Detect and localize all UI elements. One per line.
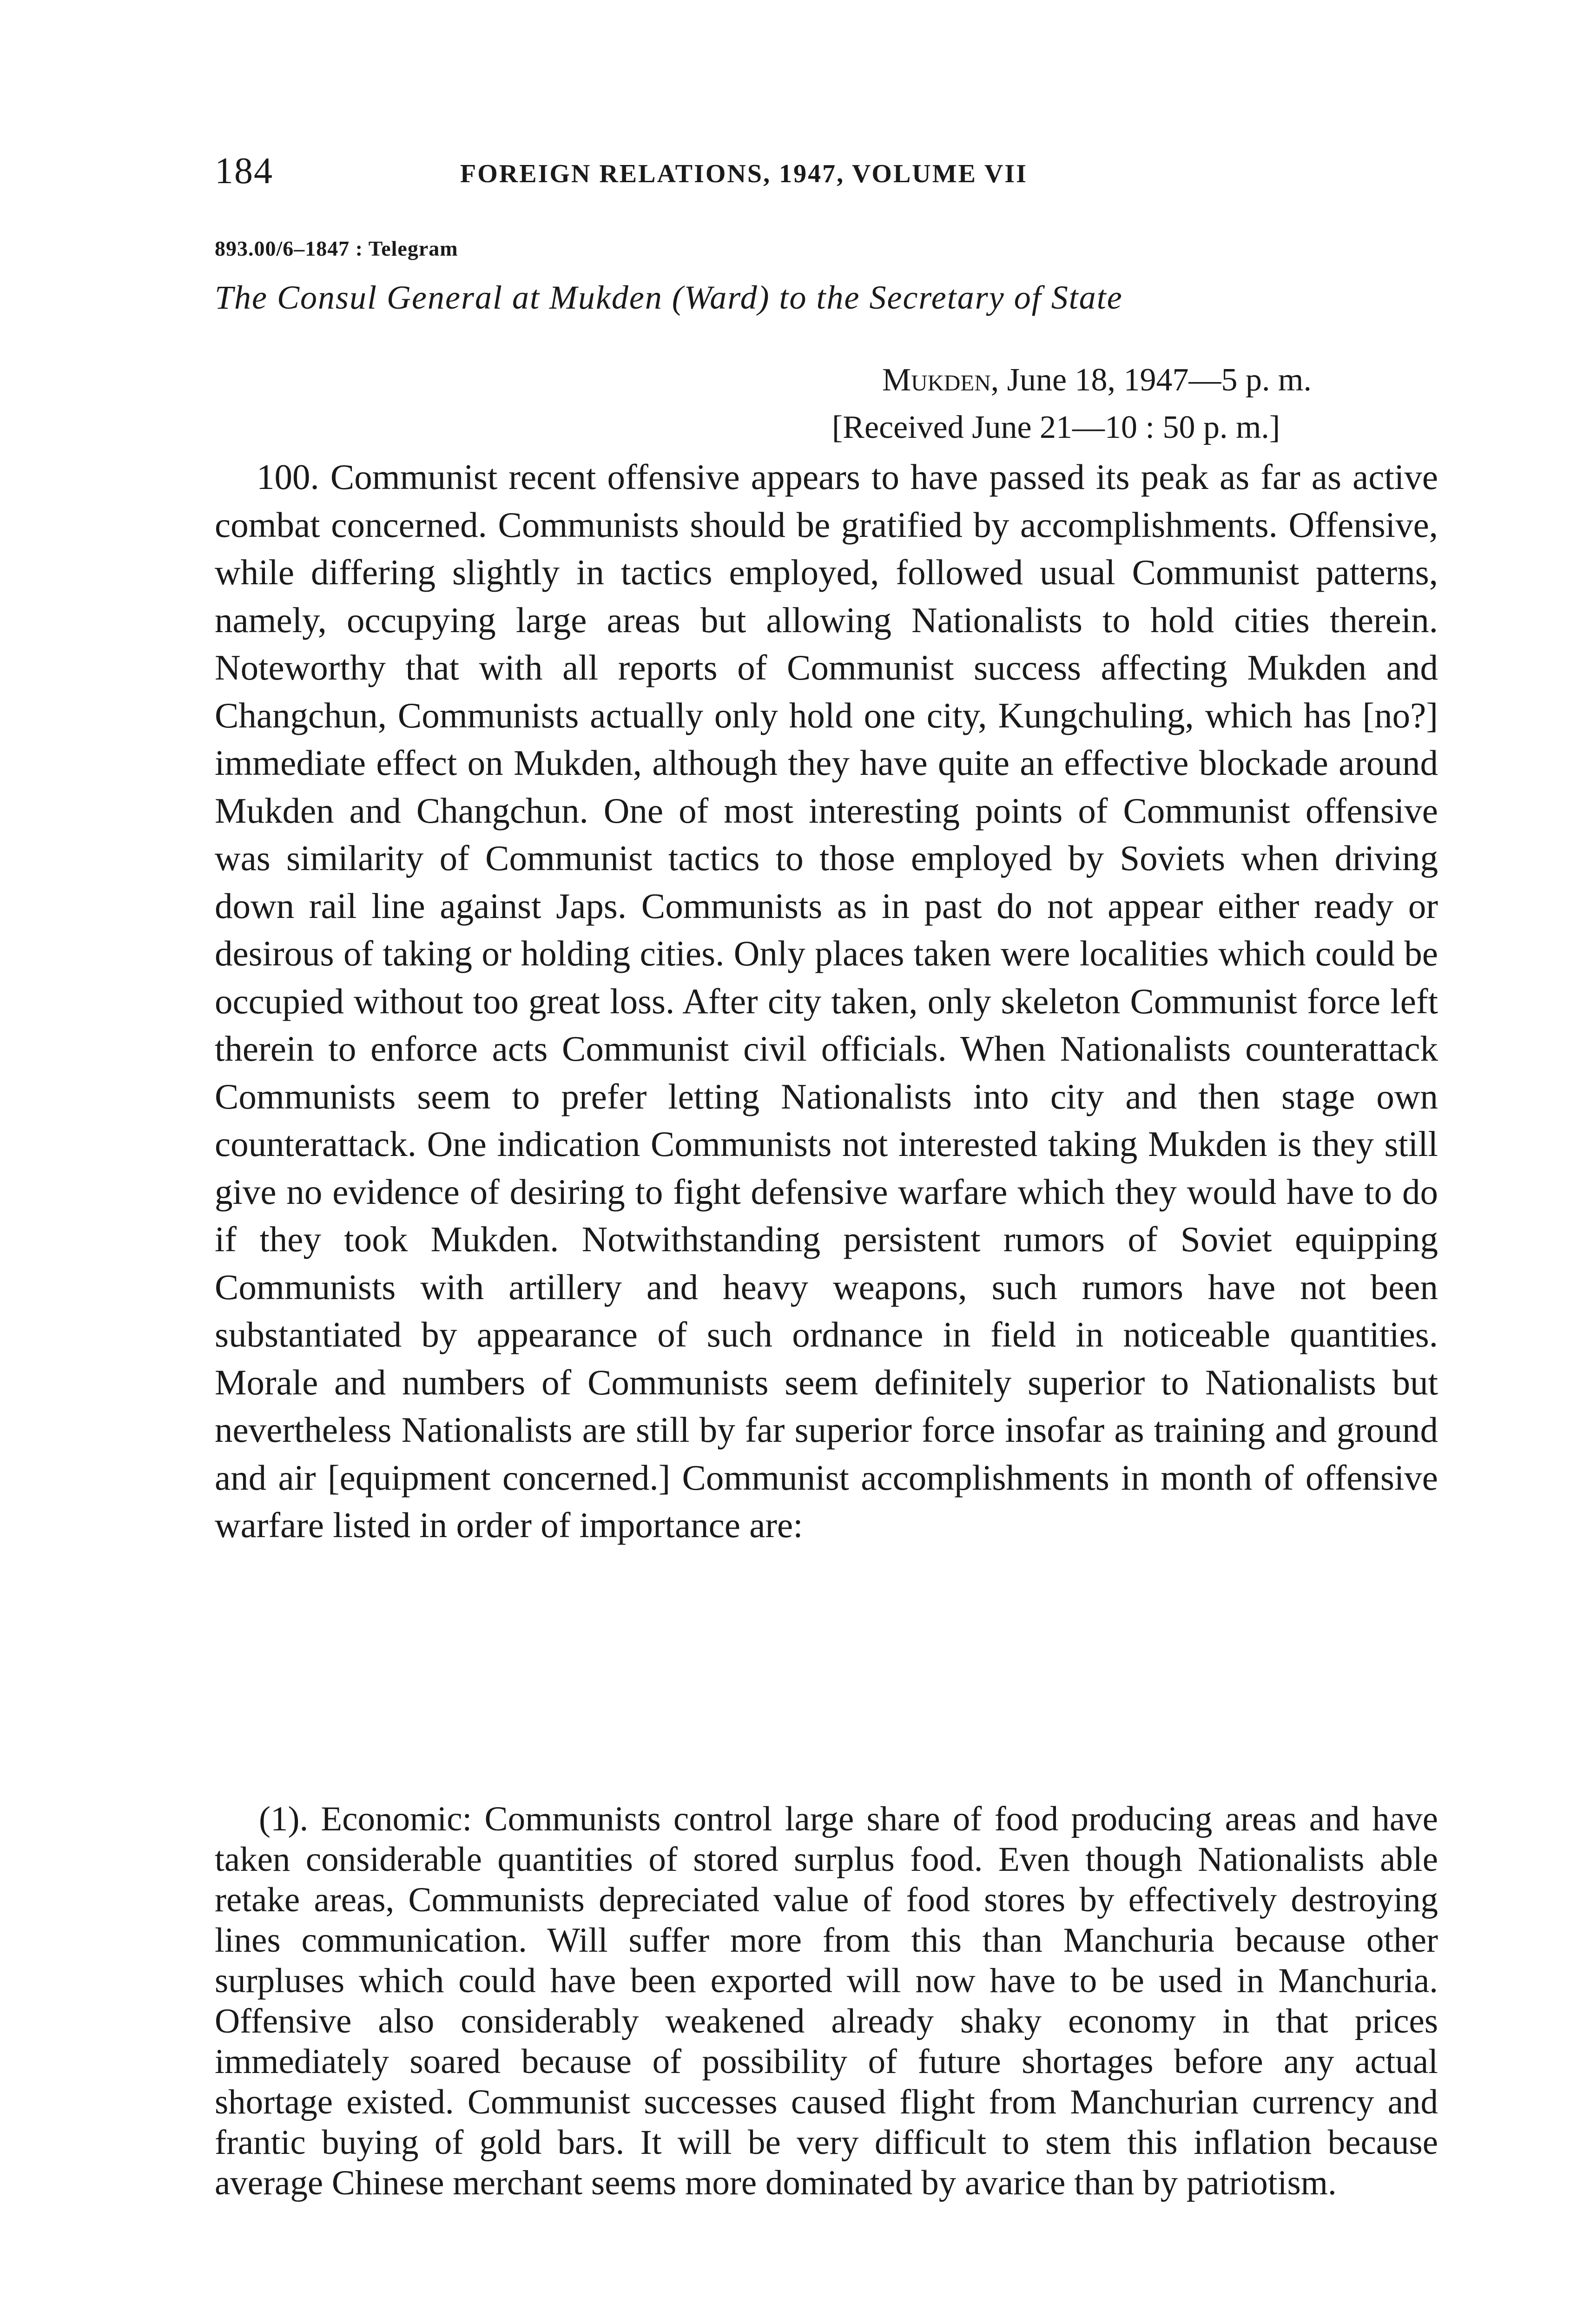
document-title: The Consul General at Mukden (Ward) to the Secretary of State bbox=[215, 279, 1123, 316]
dateline-place: Mukden bbox=[882, 362, 991, 398]
dateline-date: , June 18, 1947—5 p. m. bbox=[990, 362, 1312, 398]
document-reference: 893.00/6–1847 : Telegram bbox=[215, 237, 458, 260]
dateline bbox=[882, 357, 1440, 403]
economic-paragraph: (1). Economic: Communists control large share of food producing areas and have taken considerable quantities of stored surplus food. Even though Nationalists able retake areas, Communists depreciated value of food stores by effectively destroying lines communication. Will suffer more from this than Manchuria because other surpluses which could have been exported will now have to be used in Manchuria. Offensive also considerably weakened already shaky economy in that prices immediately soared because of possibility of future shortages before any actual shortage existed. Communist successes caused flight from Manchurian currency and frantic buying of gold bars. It will be very difficult to stem this inflation because average Chinese merchant seems more dominated by avarice than by patriotism. bbox=[215, 1800, 1438, 2202]
page-number: 184 bbox=[215, 151, 273, 191]
received-note: [Received June 21—10 : 50 p. m.] bbox=[832, 409, 1280, 445]
page-header bbox=[215, 148, 1437, 199]
running-head: FOREIGN RELATIONS, 1947, VOLUME VII bbox=[460, 159, 1028, 188]
telegram-body: 100. Communist recent offensive appears to have passed its peak as far as active combat concerned. Communists should be gratified by accomplishments. Offensive, while differing slightly in tactics employed, followed usual Communist patterns, namely, occupying large areas but allowing Nationalists to hold cities therein. Noteworthy that with all reports of Communist success affecting Mukden and Changchun, Communists actually only hold one city, Kungchuling, which has [no?] immediate effect on Mukden, although they have quite an effective blockade around Mukden and Changchun. One of most interesting points of Communist offensive was similarity of Communist tactics to those employed by Soviets when driving down rail line against Japs. Communists as in past do not appear either ready or desirous of taking or holding cities. Only places taken were localities which could be occupied without too great loss. After city taken, only skeleton Communist force left therein to enforce acts Communist civil officials. When Nationalists counterattack Communists seem to prefer letting Nationalists into city and then stage own counterattack. One indication Communists not interested taking Mukden is they still give no evidence of desiring to fight defensive warfare which they would have to do if they took Mukden. Notwithstanding persistent rumors of Soviet equipping Communists with artillery and heavy weapons, such rumors have not been substantiated by appearance of such ordnance in field in noticeable quantities. Morale and numbers of Communists seem definitely superior to Nationalists but nevertheless Nationalists are still by far superior force insofar as training and ground and air [equipment concerned.] Communist accomplishments in month of offensive warfare listed in order of importance are: bbox=[215, 457, 1438, 1545]
